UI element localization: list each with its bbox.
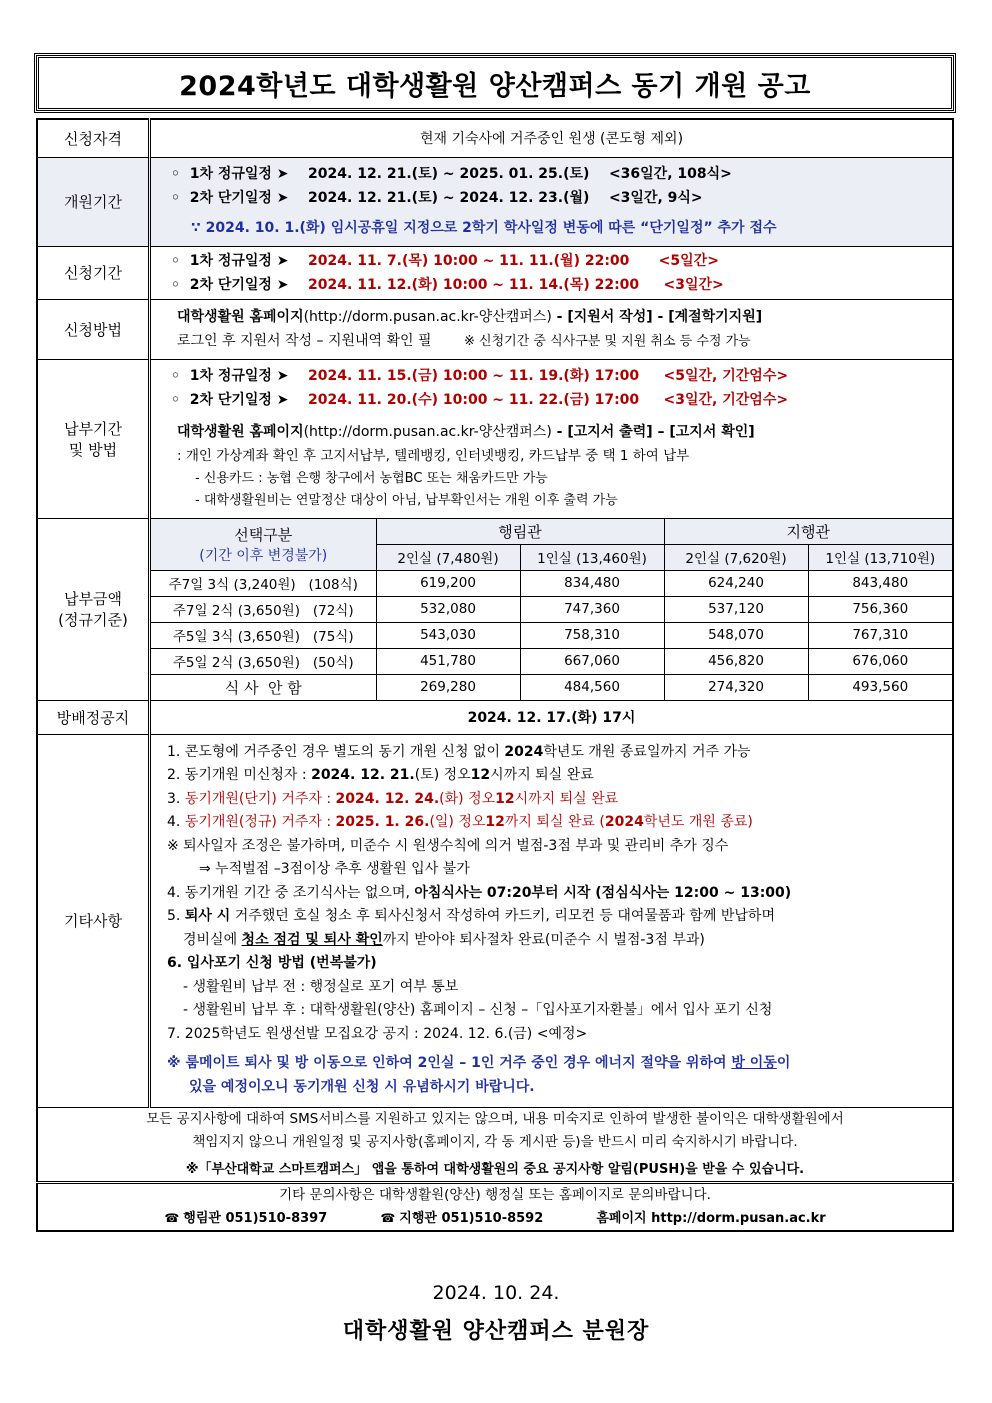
payment-item-2: ◦ 2차 단기일정 ➤ 2024. 11. 20.(수) 10:00 ~ 11. 22.(금) 17:00 <3일간, 기간엄수> — [171, 391, 789, 408]
building-hangrim: 행림관 — [376, 519, 664, 545]
hangrim-phone: 행림관 051)510-8397 — [183, 1211, 328, 1226]
homepage-link[interactable]: (http://dorm.pusan.ac.kr-양산캠퍼스) — [303, 423, 552, 440]
misc-warning: ※ 룸메이트 퇴사 및 방 이동으로 인하여 2인실 – 1인 거주 중인 경우 에너지 절약을 위하여 방 이동이 — [167, 1055, 791, 1071]
fees-cell — [150, 518, 954, 700]
opening-period-cell — [150, 157, 954, 246]
page-title: 2024학년도 대학생활원 양산캠퍼스 동기 개원 공고 — [36, 55, 954, 111]
eligibility-text: 현재 기숙사에 거주중인 원생 (콘도형 제외) — [150, 119, 954, 157]
homepage-link[interactable]: http://dorm.pusan.ac.kr — [651, 1211, 826, 1226]
phone-icon: ☎ — [164, 1211, 180, 1225]
application-method-line-1: 대학생활원 홈페이지(http://dorm.pusan.ac.kr-양산캠퍼스) - [지원서 작성] - [계절학기지원] — [177, 308, 763, 325]
room-type: 1인실 (13,710원) — [808, 544, 952, 570]
misc-item-4: 4. 동기개원(정규) 거주자 : 2025. 1. 26.(일) 정오12까지 퇴실 완료 (2024학년도 개원 종료) — [167, 814, 753, 830]
fee-row: 식 사 안 함 269,280 484,560 274,320 493,560 — [151, 674, 952, 700]
notice-table — [36, 118, 954, 1232]
misc-item-2: 2. 동기개원 미신청자 : 2024. 12. 21.(토) 정오12시까지 퇴실 완료 — [167, 767, 594, 783]
misc-item-6: 6. 입사포기 신청 방법 (번복불가) — [167, 955, 377, 971]
label-application-period: 신청기간 — [37, 246, 150, 299]
application-period-cell — [150, 246, 954, 299]
fee-row: 주5일 2식 (3,650원) (50식) 451,780 667,060 456,820 676,060 — [151, 648, 952, 674]
fee-table — [151, 519, 952, 700]
phone-icon: ☎ — [380, 1211, 396, 1225]
label-eligibility: 신청자격 — [37, 119, 150, 157]
label-misc: 기타사항 — [37, 734, 150, 1108]
misc-note-2: ⇒ 누적벌점 –3점이상 추후 생활원 입사 불가 — [199, 861, 470, 877]
application-method-cell — [150, 299, 954, 359]
misc-item-1: 1. 콘도형에 거주중인 경우 별도의 동기 개원 신청 없이 2024학년도 개원 종료일까지 거주 가능 — [167, 743, 751, 760]
label-payment: 납부기간 및 방법 — [37, 359, 150, 518]
contact-info: 기타 문의사항은 대학생활원(양산) 행정실 또는 홈페이지로 문의바랍니다. ☎ 행림관 051)510-8397 ☎ 지행관 051)510-8592 홈페이지 http://dorm.pusan.ac.kr — [37, 1183, 953, 1232]
opening-item-2: ◦ 2차 단기일정 ➤ 2024. 12. 21.(토) ~ 2024. 12. 23.(월) <3일간, 9식> — [171, 189, 703, 206]
homepage-link[interactable]: (http://dorm.pusan.ac.kr-양산캠퍼스) — [303, 308, 552, 325]
label-opening-period: 개원기간 — [37, 157, 150, 246]
payment-method-detail: : 개인 가상계좌 확인 후 고지서납부, 텔레뱅킹, 인터넷뱅킹, 카드납부 중 택 1 하여 납부 — [177, 447, 690, 464]
application-item-1: ◦ 1차 정규일정 ➤ 2024. 11. 7.(목) 10:00 ~ 11. 11.(월) 22:00 <5일간> — [171, 252, 719, 269]
label-application-method: 신청방법 — [37, 299, 150, 359]
notice-date: 2024. 10. 24. — [432, 1282, 560, 1304]
misc-item-5: 5. 퇴사 시 거주했던 호실 청소 후 퇴사신청서 작성하여 카드키, 리모컨 등 대여물품과 함께 반납하며 — [167, 908, 775, 924]
label-fees: 납부금액 (정규기준) — [37, 518, 150, 700]
misc-item-6-sub-2: - 생활원비 납부 후 : 대학생활원(양산) 홈페이지 – 신청 –「입사포기자환불」에서 입사 포기 신청 — [183, 1002, 773, 1018]
jihaeng-phone: 지행관 051)510-8592 — [399, 1211, 544, 1226]
sms-notice: 모든 공지사항에 대하여 SMS서비스를 지원하고 있지는 않으며, 내용 미숙지로 인하여 발생한 불이익은 대학생활원에서 책임지지 않으니 개원일정 및 공지사항(홈페이지, 각 동 게시판 등)을 반드시 미리 숙지하시기 바랍니다. ※「부산대학교 스마트캠퍼스」 앱을 통하여 대학생활원의 중요 공지사항 알림(PUSH)을 받을 수 있습니다. — [37, 1108, 953, 1183]
room-type: 2인실 (7,480원) — [376, 544, 520, 570]
room-type: 2인실 (7,620원) — [664, 544, 808, 570]
payment-cell — [150, 359, 954, 518]
payment-method: 대학생활원 홈페이지(http://dorm.pusan.ac.kr-양산캠퍼스) - [고지서 출력] – [고지서 확인] — [177, 423, 755, 440]
application-method-line-2: 로그인 후 지원서 작성 – 지원내역 확인 필 ※ 신청기간 중 식사구분 및 지원 취소 등 수정 가능 — [177, 332, 751, 349]
fee-row: 주7일 2식 (3,650원) (72식) 532,080 747,360 537,120 756,360 — [151, 596, 952, 622]
misc-item-4b: 4. 동기개원 기간 중 조기식사는 없으며, 아침식사는 07:20부터 시작 (점심식사는 12:00 ~ 13:00) — [167, 884, 792, 901]
misc-item-6-sub-1: - 생활원비 납부 전 : 행정실로 포기 여부 통보 — [183, 978, 459, 995]
misc-item-3: 3. 동기개원(단기) 거주자 : 2024. 12. 24.(화) 정오12시까지 퇴실 완료 — [167, 790, 619, 807]
fee-row: 주7일 3식 (3,240원) (108식) 619,200 834,480 624,240 843,480 — [151, 570, 952, 596]
fee-select-header: 선택구분 (기간 이후 변경불가) — [151, 519, 376, 571]
misc-item-5-cont: 경비실에 청소 점검 및 퇴사 확인까지 받아야 퇴사절차 완료(미준수 시 벌점-3점 부과) — [183, 931, 705, 948]
building-jihaeng: 지행관 — [664, 519, 952, 545]
misc-cell — [150, 734, 954, 1108]
opening-item-1: ◦ 1차 정규일정 ➤ 2024. 12. 21.(토) ~ 2025. 01. 25.(토) <36일간, 108식> — [171, 165, 732, 182]
misc-item-7: 7. 2025학년도 원생선발 모집요강 공지 : 2024. 12. 6.(금) <예정> — [167, 1025, 588, 1042]
opening-remark: ∵ 2024. 10. 1.(화) 임시공휴일 지정으로 2학기 학사일정 변동에 따른 “단기일정” 추가 접수 — [191, 219, 777, 236]
room-assignment-date: 2024. 12. 17.(화) 17시 — [150, 700, 954, 734]
issuer: 대학생활원 양산캠퍼스 분원장 — [342, 1319, 650, 1344]
payment-subnote-1: - 신용카드 : 농협 은행 창구에서 농협BC 또는 채움카드만 가능 — [195, 470, 548, 486]
room-type: 1인실 (13,460원) — [520, 544, 664, 570]
label-room-assignment: 방배정공지 — [37, 700, 150, 734]
application-item-2: ◦ 2차 단기일정 ➤ 2024. 11. 12.(화) 10:00 ~ 11. 14.(목) 22:00 <3일간> — [171, 276, 724, 293]
payment-subnote-2: - 대학생활원비는 연말정산 대상이 아님, 납부확인서는 개원 이후 출력 가능 — [195, 492, 618, 508]
fee-row: 주5일 3식 (3,650원) (75식) 543,030 758,310 548,070 767,310 — [151, 622, 952, 648]
misc-warning-cont: 있을 예정이오니 동기개원 신청 시 유념하시기 바랍니다. — [189, 1078, 535, 1095]
misc-note-1: ※ 퇴사일자 조정은 불가하며, 미준수 시 원생수칙에 의거 벌점-3점 부과 및 관리비 추가 징수 — [167, 837, 729, 854]
payment-item-1: ◦ 1차 정규일정 ➤ 2024. 11. 15.(금) 10:00 ~ 11. 19.(화) 17:00 <5일간, 기간엄수> — [171, 367, 789, 384]
